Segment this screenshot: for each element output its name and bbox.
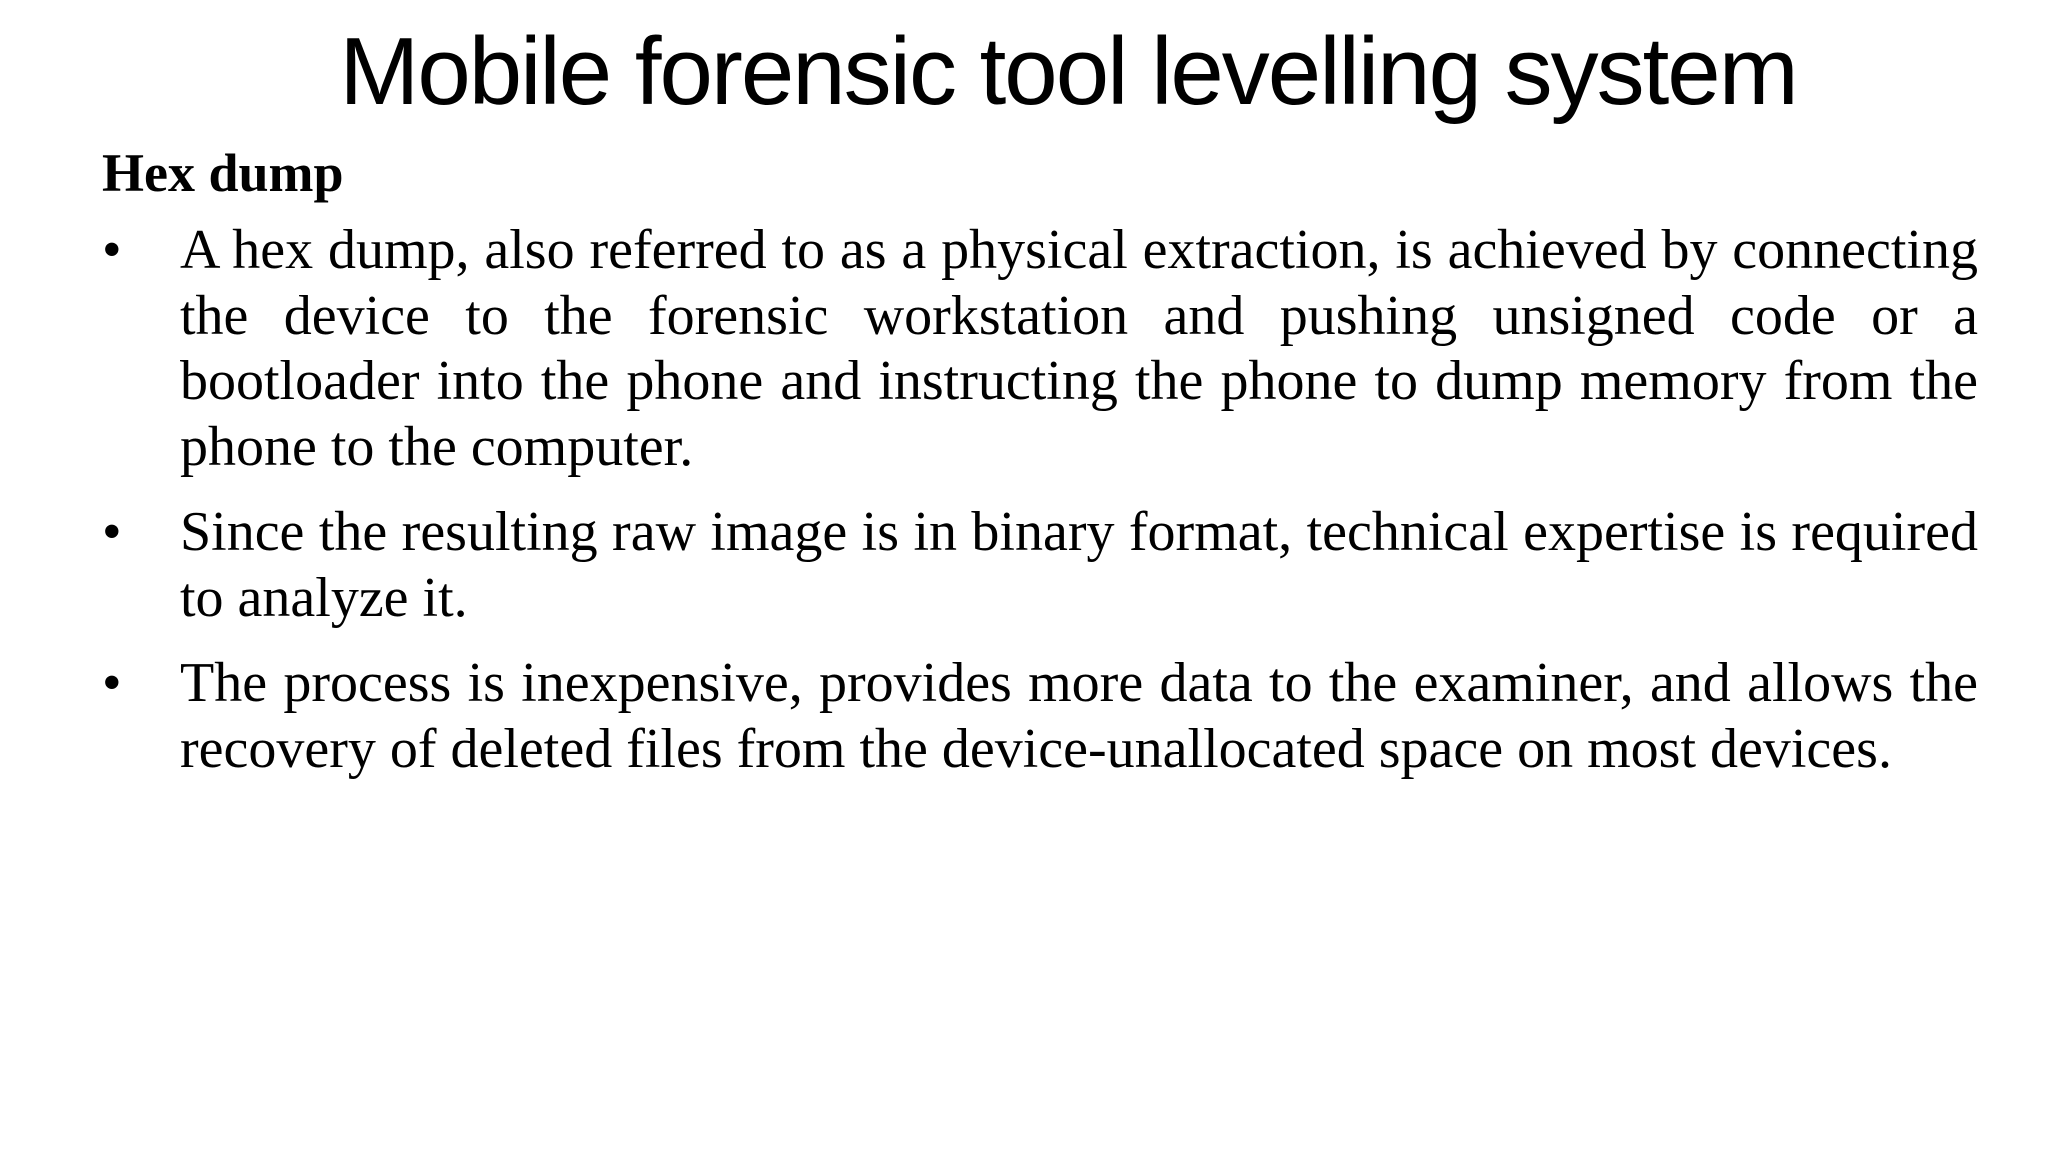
bullet-item bbox=[102, 651, 1978, 782]
bullet-text: The process is inexpensive, provides more data to the examiner, and allows the recovery of deleted files from the device-unallocated space on most devices. bbox=[180, 652, 1978, 780]
bullet-item bbox=[102, 500, 1978, 631]
section-heading: Hex dump bbox=[102, 143, 344, 203]
bullet-list bbox=[102, 218, 1978, 782]
bullet-text: Since the resulting raw image is in binary format, technical expertise is required to analyze it. bbox=[180, 501, 1978, 629]
bullet-item bbox=[102, 218, 1978, 480]
slide-body bbox=[102, 140, 1978, 802]
bullet-text: A hex dump, also referred to as a physical extraction, is achieved by connecting the device to the forensic workstation and pushing unsigned code or a bootloader into the phone and instructing the phone to dump memory from the phone to the computer. bbox=[180, 219, 1978, 478]
slide-title: Mobile forensic tool levelling system bbox=[339, 18, 1797, 125]
bullet-icon: • bbox=[102, 501, 122, 563]
bullet-icon: • bbox=[102, 219, 122, 281]
bullet-icon: • bbox=[102, 652, 122, 714]
